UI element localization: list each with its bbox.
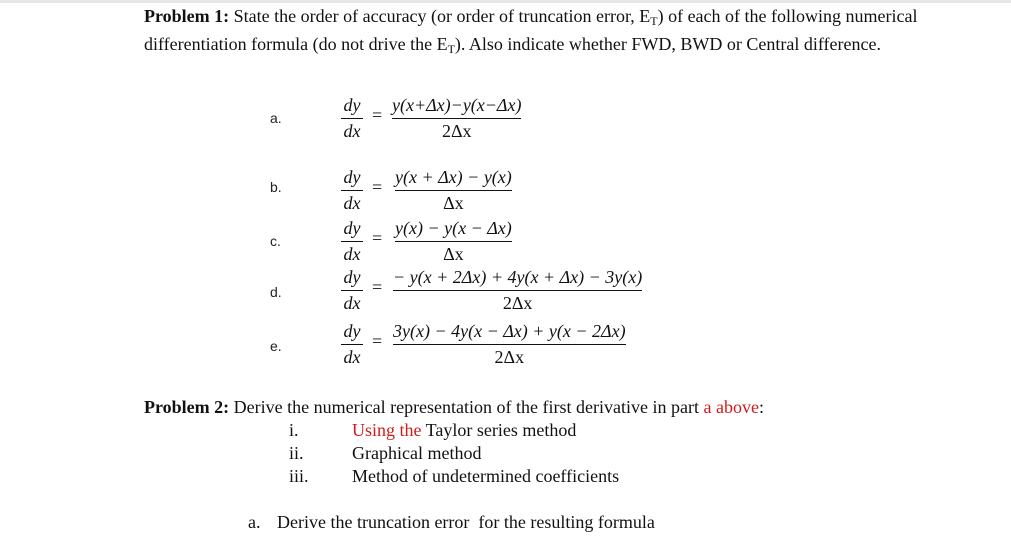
- formula-a: dy dx = y(x+Δx)−y(x−Δx) 2Δx: [341, 95, 363, 141]
- top-border: [0, 0, 1011, 3]
- formula-d-lhs: dy dx: [341, 267, 363, 313]
- method-numeral-3: iii.: [289, 466, 309, 486]
- formula-b-rhs: y(x + Δx) − y(x) Δx: [395, 167, 512, 213]
- method-numeral-2: ii.: [289, 443, 304, 463]
- formula-b: dy dx = y(x + Δx) − y(x) Δx: [341, 167, 363, 213]
- problem-1-text: Problem 1: State the order of accuracy (or order of truncation error, $E_T$) of each of the following numerical differentiation formula (do not drive the $E_T$). Also indicate whether FWD, BWD or Central difference.: [144, 6, 918, 56]
- problem-2-heading: Problem 2:: [144, 397, 230, 417]
- formula-c-rhs: y(x) − y(x − Δx) Δx: [395, 218, 512, 264]
- formula-e-label: e.: [270, 338, 282, 354]
- red-reference: a above: [703, 397, 759, 417]
- formula-d-rhs: − y(x + 2Δx) + 4y(x + Δx) − 3y(x) 2Δx: [393, 267, 643, 313]
- formula-c-lhs: dy dx: [341, 218, 363, 264]
- formula-d: dy dx = − y(x + 2Δx) + 4y(x + Δx) − 3y(x) 2Δx: [341, 267, 363, 313]
- method-numeral-1: i.: [289, 420, 299, 440]
- formula-b-lhs: dy dx: [341, 167, 363, 213]
- formula-a-label: a.: [270, 110, 282, 126]
- method-item-2: Graphical method: [352, 443, 482, 463]
- formula-e-rhs: 3y(x) − 4y(x − Δx) + y(x − 2Δx) 2Δx: [393, 321, 626, 367]
- sub-item-text: Derive the truncation error for the resulting formula: [277, 512, 655, 532]
- formula-e: dy dx = 3y(x) − 4y(x − Δx) + y(x − 2Δx) 2Δx: [341, 321, 363, 367]
- formula-e-lhs: dy dx: [341, 321, 363, 367]
- problem-1-heading: Problem 1:: [144, 6, 230, 26]
- formula-c: dy dx = y(x) − y(x − Δx) Δx: [341, 218, 363, 264]
- formula-c-label: c.: [270, 233, 281, 249]
- formula-a-lhs: dy dx: [341, 95, 363, 141]
- method-item-3: Method of undetermined coefficients: [352, 466, 620, 486]
- sub-item-label: a.: [248, 512, 261, 532]
- formula-b-label: b.: [270, 179, 282, 195]
- formula-d-label: d.: [270, 284, 282, 300]
- method-item-1: Using the Taylor series method: [352, 420, 577, 440]
- formula-a-rhs: y(x+Δx)−y(x−Δx) 2Δx: [392, 95, 522, 141]
- problem-2-text: Problem 2: Derive the numerical representation of the first derivative in part a above:: [144, 397, 764, 417]
